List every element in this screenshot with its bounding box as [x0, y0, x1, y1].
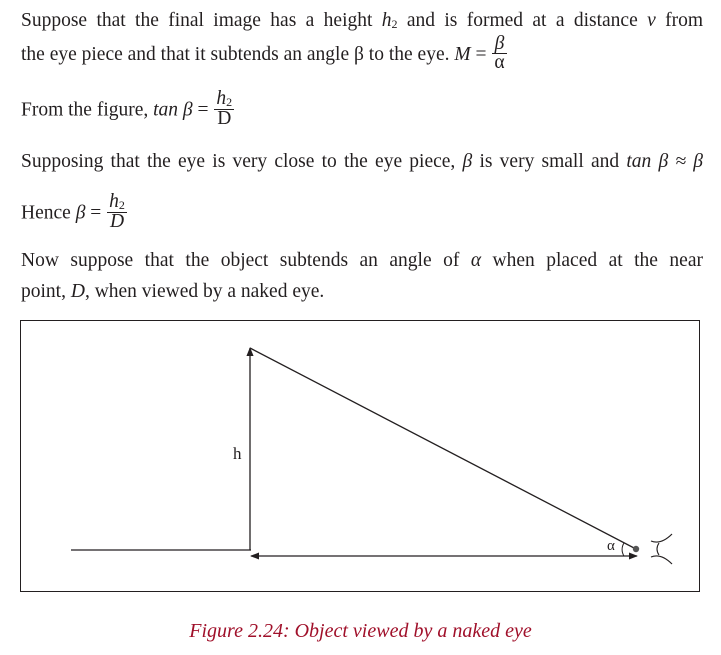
text-segment: Now suppose that the object subtends an angle of: [21, 250, 471, 271]
symbol-D: D: [70, 281, 85, 302]
symbol-h: h: [381, 10, 392, 31]
angle-arc: [622, 543, 624, 556]
text-segment: From the figure,: [21, 99, 154, 121]
subscript: 2: [118, 198, 125, 212]
fraction-numerator: β: [494, 33, 505, 54]
symbol-tan-beta: tan β: [153, 99, 193, 121]
equals-sign: =: [470, 43, 492, 65]
fraction-h2-over-D: [214, 90, 234, 128]
paragraph-line-6: [21, 249, 703, 273]
light-ray: [250, 348, 636, 549]
fraction-h2-over-D: [107, 193, 127, 231]
text-segment: Supposing that the eye is very close to the eye piece,: [21, 151, 463, 172]
symbol-v: v: [647, 10, 656, 31]
fraction-numerator: [107, 193, 127, 212]
text-segment: when placed at the near: [481, 250, 703, 271]
symbol-h: h: [216, 88, 227, 109]
fraction-denominator: D: [214, 109, 234, 128]
equals-sign: =: [85, 202, 107, 224]
symbol-h: h: [109, 191, 119, 212]
paragraph-line-2: [21, 33, 703, 74]
text-segment: Hence: [21, 202, 76, 224]
symbol-tan-approx: tan β ≈ β: [626, 151, 704, 172]
figure-frame: [20, 320, 700, 592]
height-label: h: [233, 444, 242, 463]
fraction-denominator: D: [107, 212, 127, 231]
symbol-beta: β: [75, 202, 86, 224]
fraction-numerator: [214, 90, 234, 109]
eye-icon: [651, 534, 672, 564]
symbol-alpha: α: [470, 250, 482, 271]
paragraph-line-7: [21, 280, 703, 304]
symbol-beta: β: [462, 151, 473, 172]
text-segment: the eye piece and that it subtends an angle β to the eye.: [21, 43, 455, 65]
text-segment: , when viewed by a naked eye.: [84, 281, 325, 302]
symbol-M: M: [454, 43, 471, 65]
paragraph-line-3: [21, 88, 703, 130]
text-segment: and is formed at a distance: [397, 10, 648, 31]
subscript: 2: [391, 17, 398, 31]
subscript: 2: [226, 95, 233, 109]
naked-eye-diagram: [21, 321, 699, 591]
angle-label: α: [607, 538, 615, 554]
text-segment: Suppose that the final image has a height: [21, 10, 382, 31]
text-segment: from: [655, 10, 704, 31]
fraction-denominator: α: [494, 52, 505, 73]
equals-sign: =: [192, 99, 214, 121]
paragraph-line-1: [21, 9, 703, 34]
text-segment: point,: [21, 281, 71, 302]
fraction-beta-over-alpha: [492, 35, 506, 72]
figure-caption: Figure 2.24: Object viewed by a naked eye: [189, 620, 532, 642]
text-segment: is very small and: [472, 151, 627, 172]
paragraph-line-5: [21, 191, 703, 233]
paragraph-line-4: [21, 150, 703, 174]
eye-point: [633, 546, 639, 552]
